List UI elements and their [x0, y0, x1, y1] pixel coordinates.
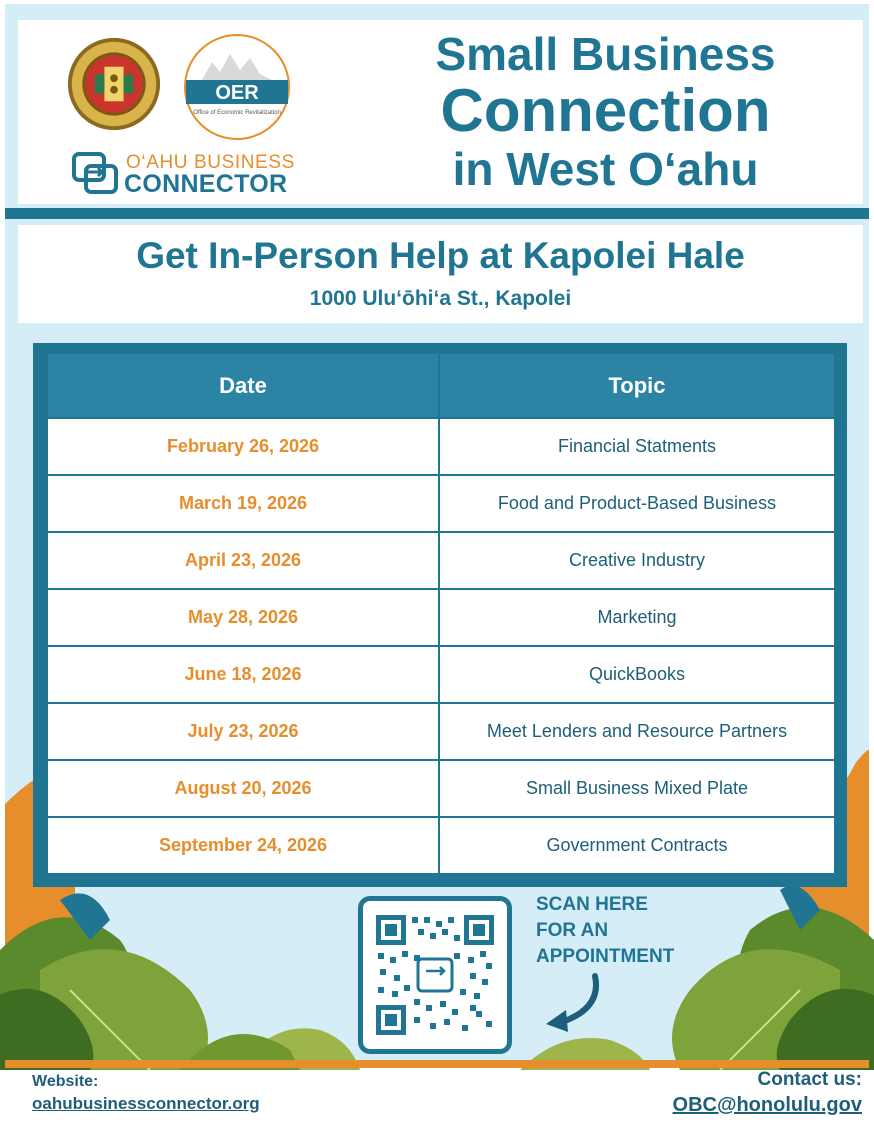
oahu-business-connector-logo: [70, 150, 310, 196]
curved-arrow-icon: [540, 972, 610, 1034]
connector-logo-top: O‘AHU BUSINESS: [126, 152, 295, 173]
row-date: April 23, 2026: [47, 532, 439, 589]
row-topic: Meet Lenders and Resource Partners: [439, 703, 835, 760]
scan-line-2: FOR AN: [536, 920, 609, 941]
svg-text:Office of Economic Revitalizat: Office of Economic Revitalization: [193, 110, 281, 116]
table-row: [47, 589, 835, 646]
table-header-row: [47, 353, 835, 418]
column-header-topic: Topic: [439, 353, 835, 418]
qr-code-frame[interactable]: [358, 896, 512, 1054]
bottom-orange-bar: [5, 1060, 869, 1068]
schedule-table: [46, 352, 836, 875]
title-line-1: Small Business: [435, 28, 776, 80]
table-row: [47, 817, 835, 874]
column-header-date: Date: [47, 353, 439, 418]
scan-instructions: [536, 892, 696, 970]
header-divider: [5, 208, 869, 219]
footer-website: [32, 1072, 260, 1116]
row-topic: QuickBooks: [439, 646, 835, 703]
schedule-table-frame: [33, 343, 847, 887]
qr-code-icon: [374, 913, 496, 1037]
header: [18, 20, 863, 204]
row-topic: Marketing: [439, 589, 835, 646]
row-date: June 18, 2026: [47, 646, 439, 703]
table-row: [47, 703, 835, 760]
row-topic: Financial Statments: [439, 418, 835, 475]
contact-email-link[interactable]: OBC@honolulu.gov: [672, 1094, 862, 1116]
connector-icon: [72, 152, 118, 194]
seal-logo: [66, 36, 162, 132]
row-topic: Government Contracts: [439, 817, 835, 874]
row-date: July 23, 2026: [47, 703, 439, 760]
oer-logo: [182, 32, 292, 142]
taro-leaves-left-decoration: [0, 880, 360, 1070]
page-title: [348, 28, 863, 196]
row-date: August 20, 2026: [47, 760, 439, 817]
row-topic: Small Business Mixed Plate: [439, 760, 835, 817]
row-date: September 24, 2026: [47, 817, 439, 874]
row-date: March 19, 2026: [47, 475, 439, 532]
subheader: [18, 225, 863, 323]
row-date: February 26, 2026: [47, 418, 439, 475]
title-line-3: in West Oʻahu: [452, 143, 759, 195]
table-row: [47, 418, 835, 475]
subheader-address: 1000 Uluʻōhiʻa St., Kapolei: [309, 287, 572, 310]
table-row: [47, 532, 835, 589]
connector-logo-bottom: CONNECTOR: [124, 170, 288, 198]
table-row: [47, 760, 835, 817]
subheader-title: Get In-Person Help at Kapolei Hale: [136, 235, 745, 276]
table-row: [47, 646, 835, 703]
website-link[interactable]: oahubusinessconnector.org: [32, 1094, 260, 1113]
row-topic: Creative Industry: [439, 532, 835, 589]
row-date: May 28, 2026: [47, 589, 439, 646]
contact-label: Contact us:: [757, 1069, 862, 1090]
svg-text:OER: OER: [215, 82, 259, 104]
table-row: [47, 475, 835, 532]
scan-line-3: APPOINTMENT: [536, 946, 675, 967]
footer-contact: [673, 1068, 862, 1118]
website-label: Website:: [32, 1073, 99, 1090]
title-line-2: Connection: [440, 77, 771, 144]
row-topic: Food and Product-Based Business: [439, 475, 835, 532]
scan-line-1: SCAN HERE: [536, 894, 648, 915]
